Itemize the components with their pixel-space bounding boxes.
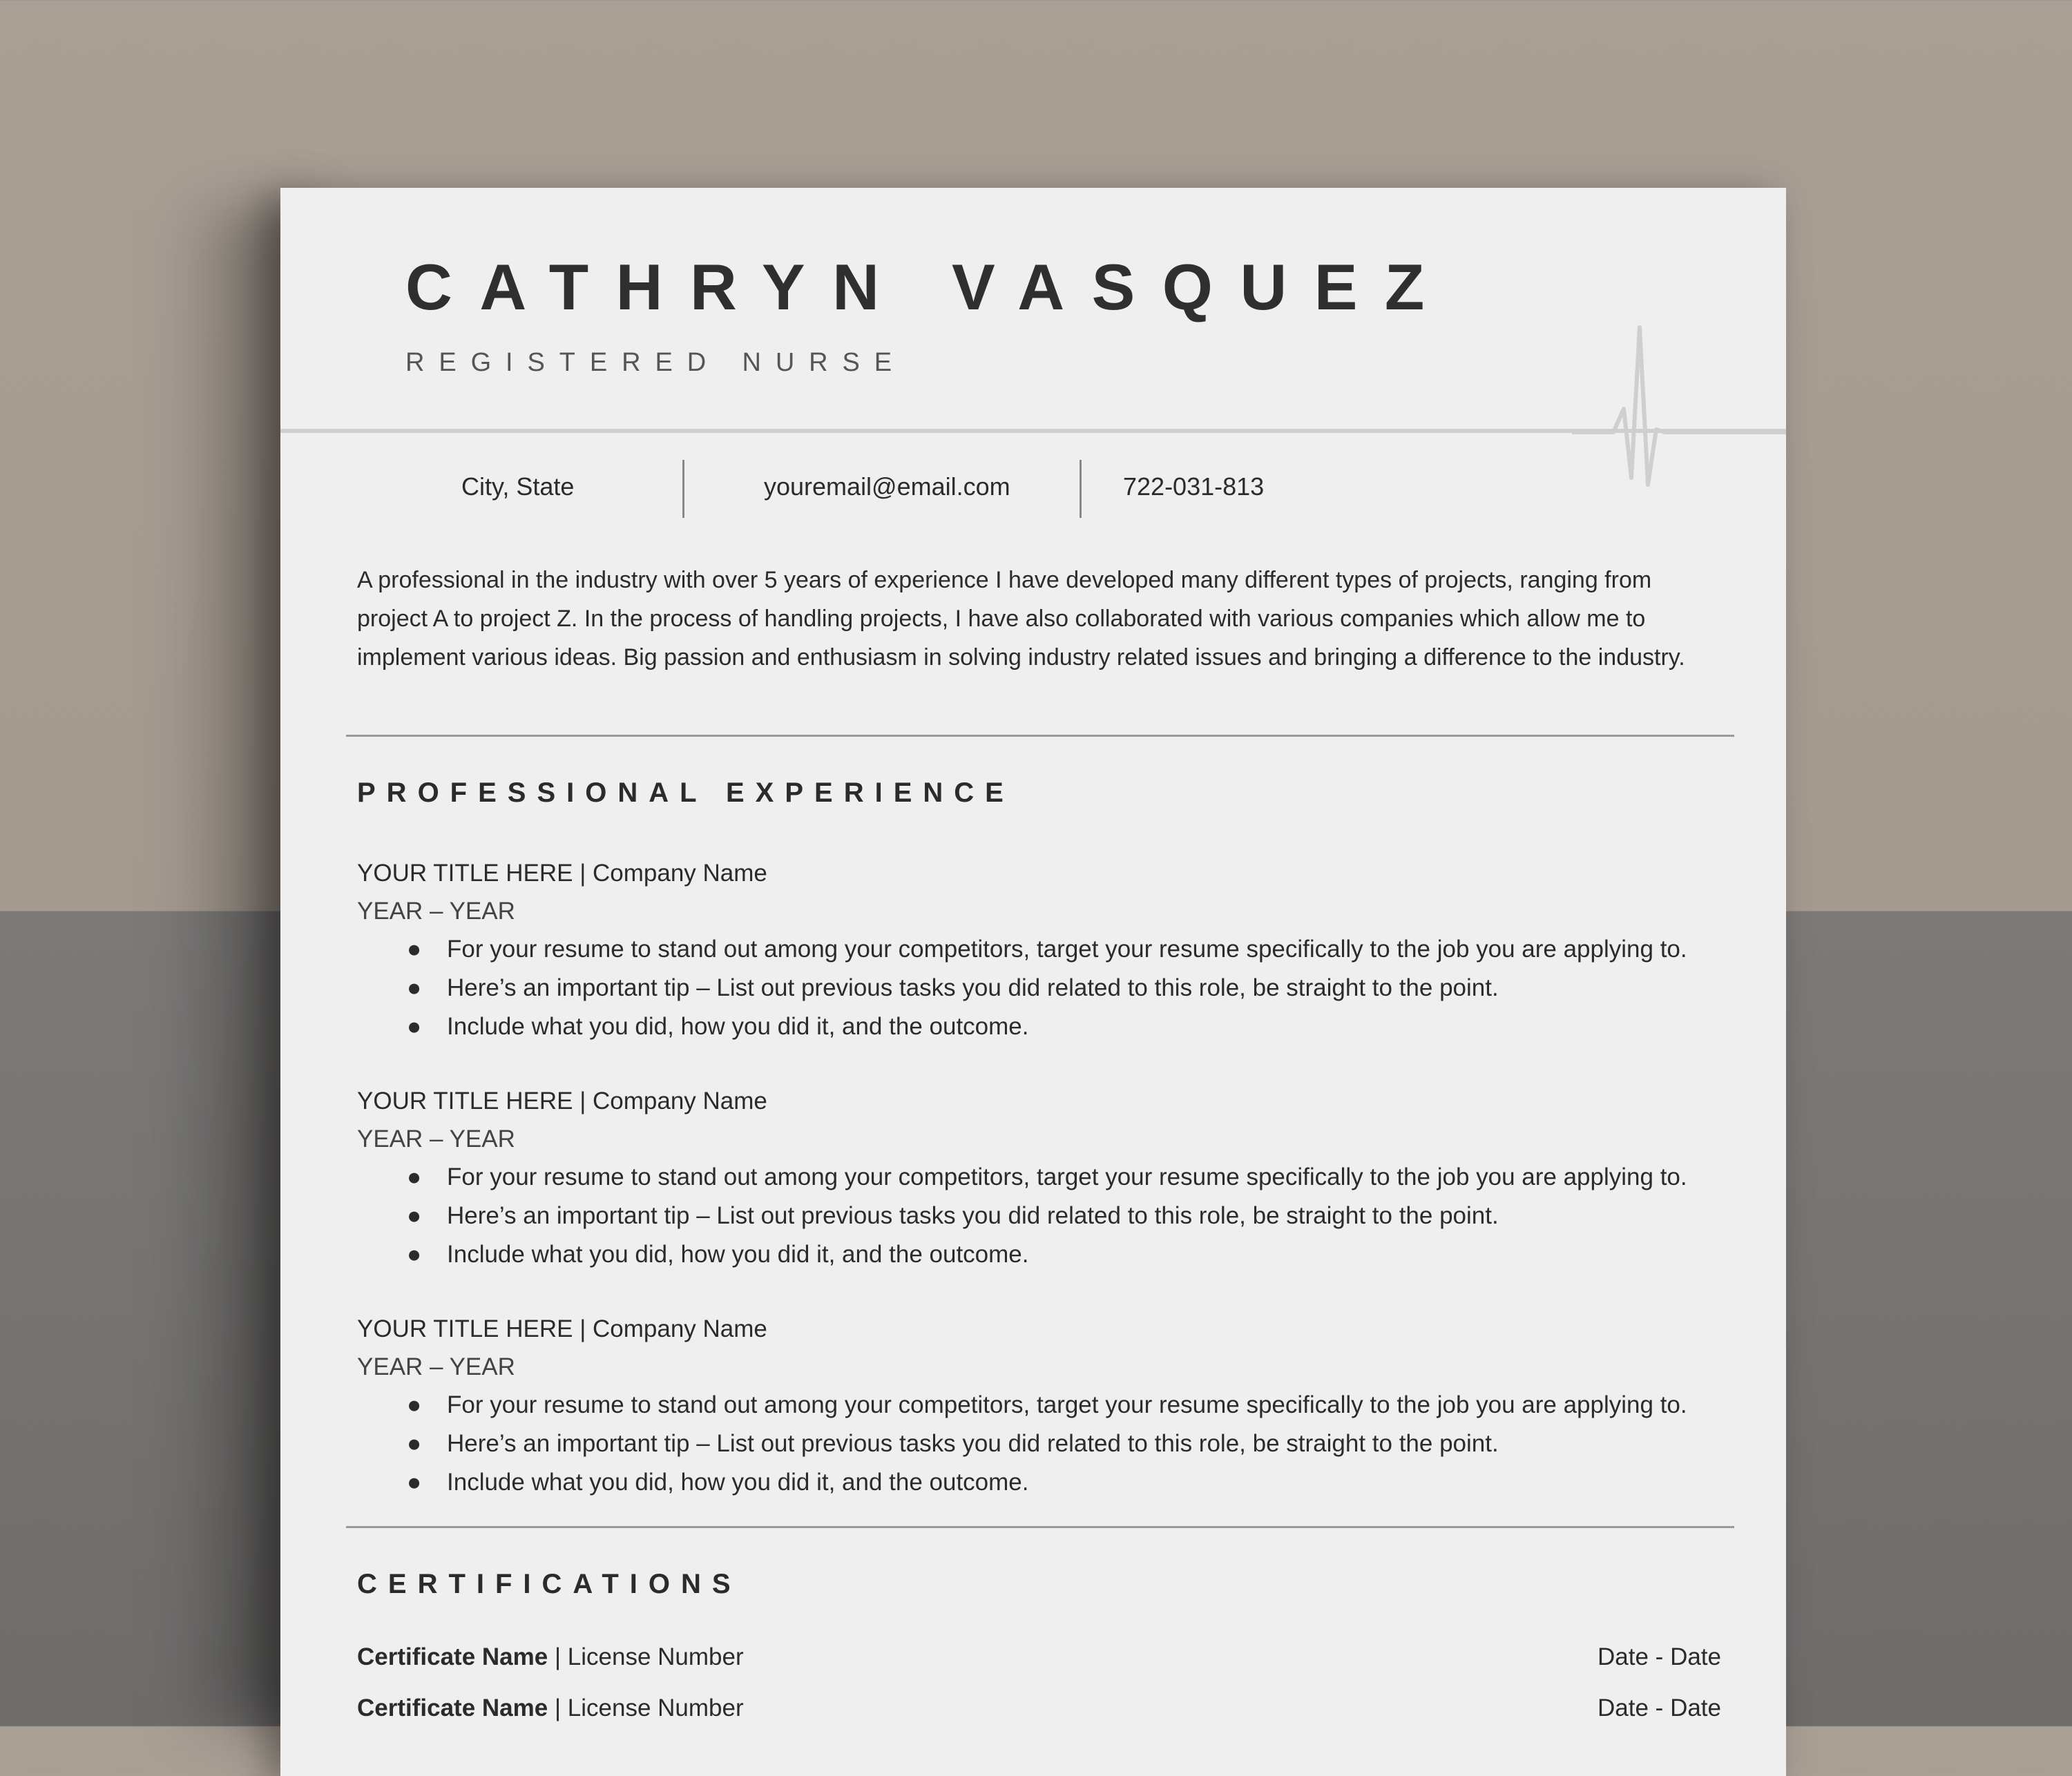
bullet-icon: ● [407, 1013, 422, 1040]
heartbeat-icon [1572, 319, 1786, 540]
job-title: YOUR TITLE HERE | Company Name [357, 860, 767, 887]
bullet-icon: ● [407, 1202, 422, 1229]
certificate-dates: Date - Date [1598, 1643, 1721, 1670]
bullet-item [357, 1197, 1738, 1235]
job-years: YEAR – YEAR [357, 1126, 515, 1152]
contact-divider [1080, 460, 1082, 518]
bullet-text: Here’s an important tip – List out previous tasks you did related to this role, be straight to the point. [447, 1430, 1499, 1457]
bullet-item [357, 1158, 1738, 1197]
bullet-icon: ● [407, 1469, 422, 1496]
bullet-text: Here’s an important tip – List out previous tasks you did related to this role, be straight to the point. [447, 974, 1499, 1001]
contact-phone: 722-031-813 [1123, 472, 1265, 501]
job-entry [357, 854, 1738, 1046]
bullet-item [357, 1007, 1738, 1046]
job-title: YOUR TITLE HERE | Company Name [357, 1088, 767, 1114]
bullet-icon: ● [407, 1241, 422, 1268]
candidate-name: CATHRYN VASQUEZ [405, 251, 1452, 323]
bullet-text: For your resume to stand out among your competitors, target your resume specifically to the job you are applying to. [447, 1164, 1687, 1190]
section-divider [346, 1526, 1734, 1528]
bullet-item [357, 930, 1738, 969]
bullet-icon: ● [407, 1164, 422, 1190]
job-years: YEAR – YEAR [357, 898, 515, 925]
bullet-icon: ● [407, 1430, 422, 1457]
bullet-item [357, 1386, 1738, 1425]
contact-email[interactable]: youremail@email.com [764, 472, 1010, 501]
job-bullets [357, 1386, 1738, 1502]
candidate-role: REGISTERED NURSE [405, 348, 907, 377]
job-bullets [357, 930, 1738, 1046]
job-bullets [357, 1158, 1738, 1274]
bullet-item [357, 1425, 1738, 1463]
job-title: YOUR TITLE HERE | Company Name [357, 1315, 767, 1342]
license-number: | License Number [554, 1695, 744, 1721]
contact-location: City, State [461, 472, 575, 501]
bullet-text: For your resume to stand out among your competitors, target your resume specifically to the job you are applying to. [447, 1391, 1687, 1418]
bullet-text: Include what you did, how you did it, and the outcome. [447, 1469, 1029, 1496]
experience-heading: PROFESSIONAL EXPERIENCE [357, 778, 1015, 808]
bullet-text: Here’s an important tip – List out previous tasks you did related to this role, be straight to the point. [447, 1202, 1499, 1229]
bullet-icon: ● [407, 1391, 422, 1418]
header-divider [280, 429, 1786, 433]
profile-summary: A professional in the industry with over 5 years of experience I have developed many different types of projects, ranging from project A to project Z. In the process of handling projects, I have also collaborated with various companies which allow me to implement various ideas. Big passion and enthusiasm in solving industry related issues and bringing a difference to the industry. [357, 567, 1685, 670]
job-entry [357, 1310, 1738, 1502]
resume-page [280, 188, 1786, 1776]
certification-row [357, 1695, 1721, 1722]
bullet-item [357, 1235, 1738, 1274]
bullet-text: For your resume to stand out among your competitors, target your resume specifically to the job you are applying to. [447, 936, 1687, 963]
contact-divider [682, 460, 684, 518]
certificate-dates: Date - Date [1598, 1695, 1721, 1721]
certifications-heading: CERTIFICATIONS [357, 1569, 742, 1599]
bullet-item [357, 1463, 1738, 1502]
certificate-name: Certificate Name [357, 1643, 548, 1670]
section-divider [346, 735, 1734, 737]
bullet-text: Include what you did, how you did it, and the outcome. [447, 1241, 1029, 1268]
certificate-name: Certificate Name [357, 1695, 548, 1721]
bullet-text: Include what you did, how you did it, and the outcome. [447, 1013, 1029, 1040]
job-entry [357, 1082, 1738, 1274]
bullet-icon: ● [407, 936, 422, 963]
bullet-item [357, 969, 1738, 1007]
certification-row [357, 1643, 1721, 1671]
job-years: YEAR – YEAR [357, 1353, 515, 1380]
license-number: | License Number [554, 1643, 744, 1670]
bullet-icon: ● [407, 974, 422, 1001]
